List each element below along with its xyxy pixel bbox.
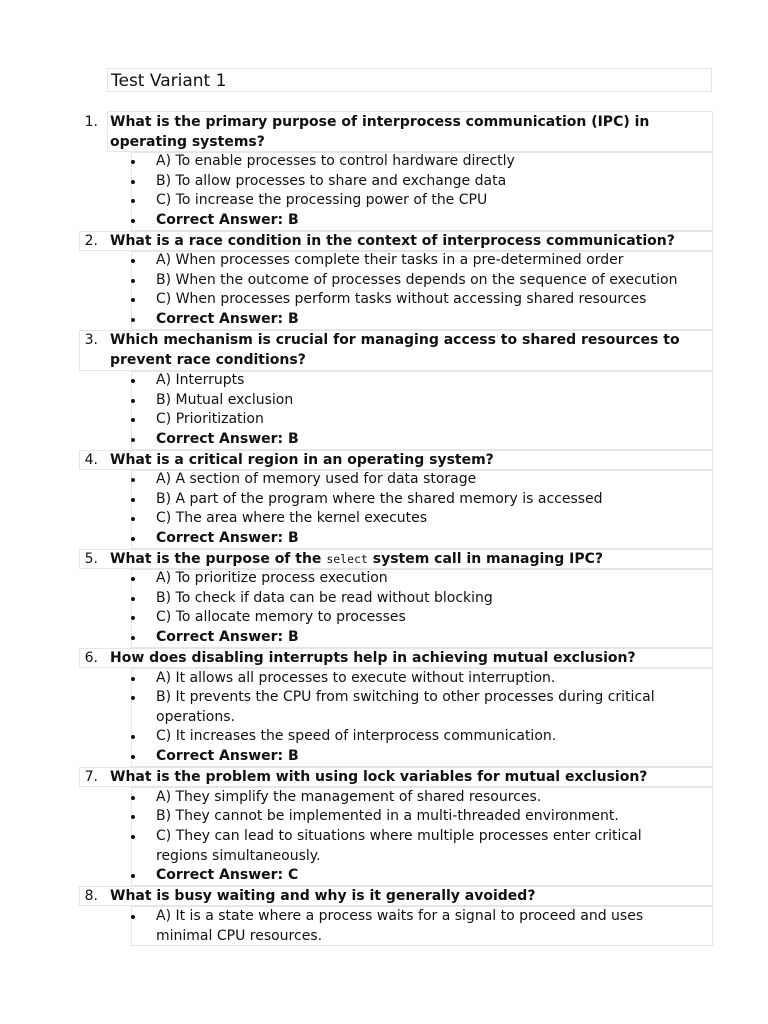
question-number: 4. <box>84 452 98 468</box>
bullet-icon <box>131 815 135 819</box>
correct-answer: Correct Answer: B <box>156 431 299 447</box>
correct-answer: Correct Answer: B <box>156 212 299 228</box>
bullet-icon <box>131 796 135 800</box>
option-a: A) A section of memory used for data storage <box>156 471 477 487</box>
bullet-icon <box>131 636 135 640</box>
question-text: What is busy waiting and why is it generally avoided? <box>110 888 536 904</box>
bullet-icon <box>131 379 135 383</box>
select-code: select <box>326 552 368 566</box>
bullet-icon <box>131 279 135 283</box>
bullet-icon <box>131 478 135 482</box>
bullet-icon <box>131 498 135 502</box>
option-b: B) To check if data can be read without blocking <box>156 590 493 606</box>
question-number: 5. <box>84 551 98 567</box>
correct-answer: Correct Answer: C <box>156 867 299 883</box>
question-number: 6. <box>84 650 98 666</box>
option-c: C) To allocate memory to processes <box>156 609 406 625</box>
bullet-icon <box>131 418 135 422</box>
option-b: B) It prevents the CPU from switching to other processes during critical operations. <box>156 689 655 725</box>
question-number: 7. <box>84 769 98 785</box>
question-text: How does disabling interrupts help in achieving mutual exclusion? <box>110 650 636 666</box>
correct-answer: Correct Answer: B <box>156 629 299 645</box>
question-text <box>110 549 705 569</box>
option-c: C) The area where the kernel executes <box>156 510 428 526</box>
question-text: What is a race condition in the context of interprocess communication? <box>110 233 675 249</box>
option-a: A) It allows all processes to execute without interruption. <box>156 670 556 686</box>
bullet-icon <box>131 735 135 739</box>
question-text: What is the problem with using lock variables for mutual exclusion? <box>110 769 648 785</box>
bullet-icon <box>131 259 135 263</box>
option-c: C) To increase the processing power of the CPU <box>156 192 488 208</box>
bullet-icon <box>131 318 135 322</box>
bullet-icon <box>131 677 135 681</box>
bullet-icon <box>131 160 135 164</box>
correct-answer: Correct Answer: B <box>156 530 299 546</box>
bullet-icon <box>131 597 135 601</box>
bullet-icon <box>131 199 135 203</box>
question-number: 8. <box>84 888 98 904</box>
question-text: What is a critical region in an operating system? <box>110 452 494 468</box>
bullet-icon <box>131 399 135 403</box>
bullet-icon <box>131 438 135 442</box>
question-number: 3. <box>84 332 98 348</box>
bullet-icon <box>131 517 135 521</box>
option-c: C) It increases the speed of interprocess communication. <box>156 728 557 744</box>
bullet-icon <box>131 915 135 919</box>
bullet-icon <box>131 180 135 184</box>
option-a: A) To prioritize process execution <box>156 570 388 586</box>
bullet-icon <box>131 219 135 223</box>
option-a: A) To enable processes to control hardware directly <box>156 153 515 169</box>
bullet-icon <box>131 537 135 541</box>
page-title: Test Variant 1 <box>111 71 227 91</box>
question-text: Which mechanism is crucial for managing access to shared resources to prevent race conditions? <box>110 332 680 368</box>
bullet-icon <box>131 696 135 700</box>
bullet-icon <box>131 298 135 302</box>
bullet-icon <box>131 616 135 620</box>
option-c: C) They can lead to situations where multiple processes enter critical regions simultaneously. <box>156 828 642 864</box>
question-text-end: system call in managing IPC? <box>367 551 604 567</box>
bullet-icon <box>131 577 135 581</box>
option-b: B) When the outcome of processes depends on the sequence of execution <box>156 272 678 288</box>
option-a: A) They simplify the management of shared resources. <box>156 789 542 805</box>
correct-answer: Correct Answer: B <box>156 748 299 764</box>
option-b: B) To allow processes to share and exchange data <box>156 173 507 189</box>
bullet-icon <box>131 874 135 878</box>
bullet-icon <box>131 755 135 759</box>
option-b: B) Mutual exclusion <box>156 392 294 408</box>
question-text-start: What is the purpose of the <box>110 551 327 567</box>
option-a: A) Interrupts <box>156 372 245 388</box>
option-b: B) They cannot be implemented in a multi-threaded environment. <box>156 808 619 824</box>
option-c: C) Prioritization <box>156 411 264 427</box>
option-a: A) When processes complete their tasks in a pre-determined order <box>156 252 624 268</box>
option-b: B) A part of the program where the shared memory is accessed <box>156 491 603 507</box>
question-text: What is the primary purpose of interprocess communication (IPC) in operating systems? <box>110 114 650 150</box>
question-number: 2. <box>84 233 98 249</box>
bullet-icon <box>131 835 135 839</box>
option-c: C) When processes perform tasks without accessing shared resources <box>156 291 647 307</box>
question-number: 1. <box>84 114 98 130</box>
correct-answer: Correct Answer: B <box>156 311 299 327</box>
option-a: A) It is a state where a process waits for a signal to proceed and uses minimal CPU resources. <box>156 908 644 944</box>
